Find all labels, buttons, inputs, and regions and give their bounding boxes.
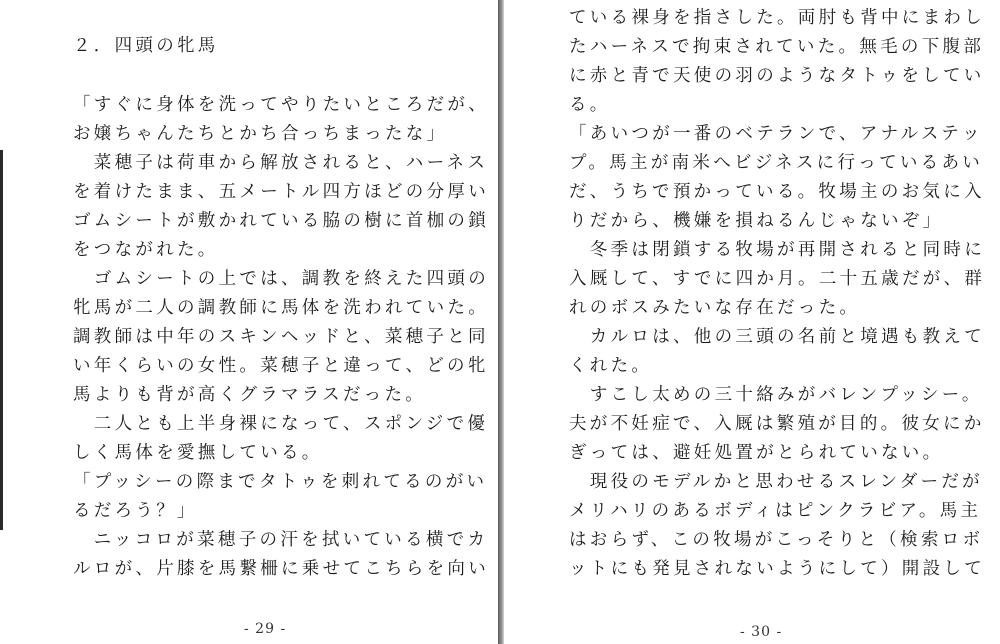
text-line: 二人とも上半身裸になって、スポンジで優 bbox=[73, 414, 489, 434]
text-line: をつながれた。 bbox=[73, 240, 219, 260]
chapter-heading: ２．四頭の牝馬 bbox=[73, 36, 219, 56]
page-number: - 29 - bbox=[244, 621, 287, 637]
text-line: ルロが、片膝を馬繋柵に乗せてこちらを向い bbox=[73, 559, 489, 579]
text-line: に赤と青で天使の羽のようなタトゥをしてい bbox=[569, 66, 985, 86]
text-line: れのボスみたいな存在だった。 bbox=[569, 298, 861, 318]
text-line: 調教師は中年のスキンヘッドと、菜穂子と同 bbox=[73, 327, 489, 347]
text-line: い年くらいの女性。菜穂子と違って、どの牝 bbox=[73, 356, 489, 376]
text-line: 「あいつが一番のベテランで、アナルステッ bbox=[569, 124, 983, 144]
page-edge-mark bbox=[0, 150, 3, 530]
text-line: すこし太めの三十絡みがバレンプッシー。 bbox=[569, 385, 983, 405]
text-line: しく馬体を愛撫している。 bbox=[73, 443, 323, 463]
text-line: 「プッシーの際までタトゥを刺れてるのがい bbox=[73, 472, 488, 492]
text-line: 夫が不妊症で、入厩は繁殖が目的。彼女にか bbox=[569, 414, 985, 434]
text-line: 冬季は閉鎖する牧場が再開されると同時に bbox=[569, 240, 985, 260]
text-line: ットにも発見されないようにして）開設して bbox=[569, 559, 985, 579]
text-line: はおらず、この牧場がこっそりと（検索ロボ bbox=[569, 530, 984, 550]
text-line: カルロは、他の三頭の名前と境遇も教えて bbox=[569, 327, 985, 347]
text-line: だ、うちで預かっている。牧場主のお気に入 bbox=[569, 182, 985, 202]
text-line: 「すぐに身体を洗ってやりたいところだが、 bbox=[73, 95, 489, 115]
text-line: 馬よりも背が高くグラマラスだった。 bbox=[73, 385, 427, 405]
text-line: ゴムシートが敷かれている脇の樹に首枷の鎖 bbox=[73, 211, 489, 231]
text-line: くれた。 bbox=[569, 356, 653, 376]
page-number: - 30 - bbox=[740, 624, 783, 640]
page-30 bbox=[504, 0, 1000, 644]
text-line: 現役のモデルかと思わせるスレンダーだが bbox=[569, 472, 983, 492]
text-line: 菜穂子は荷車から解放されると、ハーネス bbox=[73, 153, 489, 173]
text-line: 牝馬が二人の調教師に馬体を洗われていた。 bbox=[73, 298, 489, 318]
text-line: ゴムシートの上では、調教を終えた四頭の bbox=[73, 269, 489, 289]
text-line: 入厩して、すでに四か月。二十五歳だが、群 bbox=[569, 269, 986, 289]
text-line: ニッコロが菜穂子の汗を拭いている横でカ bbox=[73, 530, 489, 550]
text-line: を着けたまま、五メートル四方ほどの分厚い bbox=[73, 182, 489, 202]
text-line: る。 bbox=[569, 95, 611, 115]
text-line: プ。馬主が南米へビジネスに行っているあい bbox=[569, 153, 984, 173]
text-line: ている裸身を指さした。両肘も背中にまわし bbox=[569, 8, 985, 28]
text-line: るだろう？」 bbox=[73, 501, 198, 521]
text-line: たハーネスで拘束されていた。無毛の下腹部 bbox=[569, 37, 985, 57]
text-line: ぎっては、避妊処置がとられていない。 bbox=[569, 443, 944, 463]
text-line: メリハリのあるボディはピンクラビア。馬主 bbox=[569, 501, 982, 521]
text-line: お嬢ちゃんたちとかち合っちまったな」 bbox=[73, 124, 448, 144]
page-29 bbox=[0, 0, 498, 644]
text-line: りだから、機嫌を損ねるんじゃないぞ」 bbox=[569, 211, 944, 231]
